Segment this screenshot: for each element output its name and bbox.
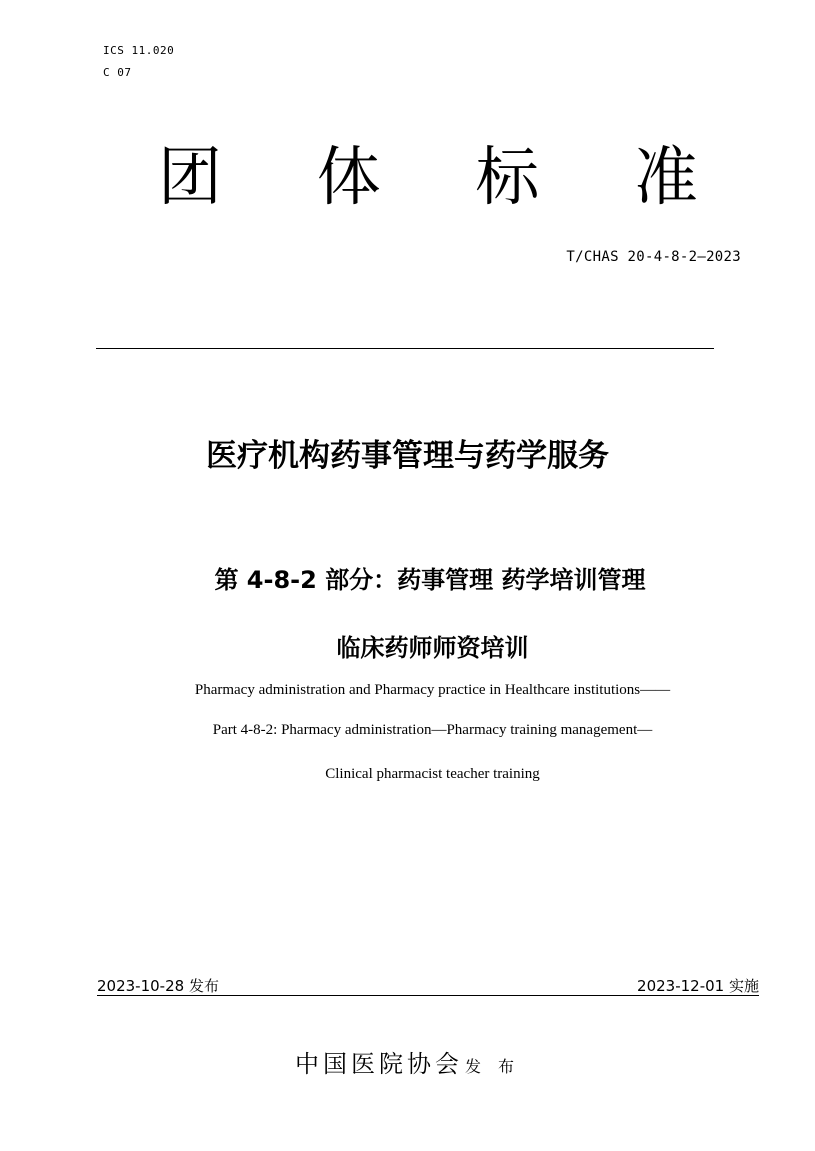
standard-number: T/CHAS 20-4-8-2—2023: [566, 249, 741, 265]
title-char-4: 准: [633, 141, 698, 215]
english-title-line-1: Pharmacy administration and Pharmacy practice in Healthcare institutions——: [194, 682, 671, 698]
publisher-line: [0, 1046, 815, 1085]
title-char-1: 团: [158, 141, 222, 215]
ics-code: ICS 11.020: [103, 44, 175, 57]
bottom-divider: [97, 995, 759, 996]
publisher-action: 发 布: [464, 1057, 521, 1076]
top-divider: [96, 348, 714, 349]
publisher-organization: 中国医院协会: [294, 1050, 463, 1078]
implementation-date: 2023-12-01 实施: [637, 977, 759, 995]
title-char-3: 标: [475, 141, 540, 215]
document-type-title: [158, 138, 698, 218]
main-title: 医疗机构药事管理与药学服务: [206, 438, 609, 474]
english-title-line-3: Clinical pharmacist teacher training: [325, 766, 540, 782]
title-char-2: 体: [316, 141, 381, 215]
subtitle-topic: 临床药师师资培训: [336, 634, 529, 662]
publish-date: 2023-10-28 发布: [97, 977, 219, 995]
subtitle-part: 第 4-8-2 部分：药事管理 药学培训管理: [214, 566, 646, 594]
english-title-line-2: Part 4-8-2: Pharmacy administration—Pharmacy training management—: [212, 722, 653, 738]
ccs-code: C 07: [103, 66, 132, 79]
